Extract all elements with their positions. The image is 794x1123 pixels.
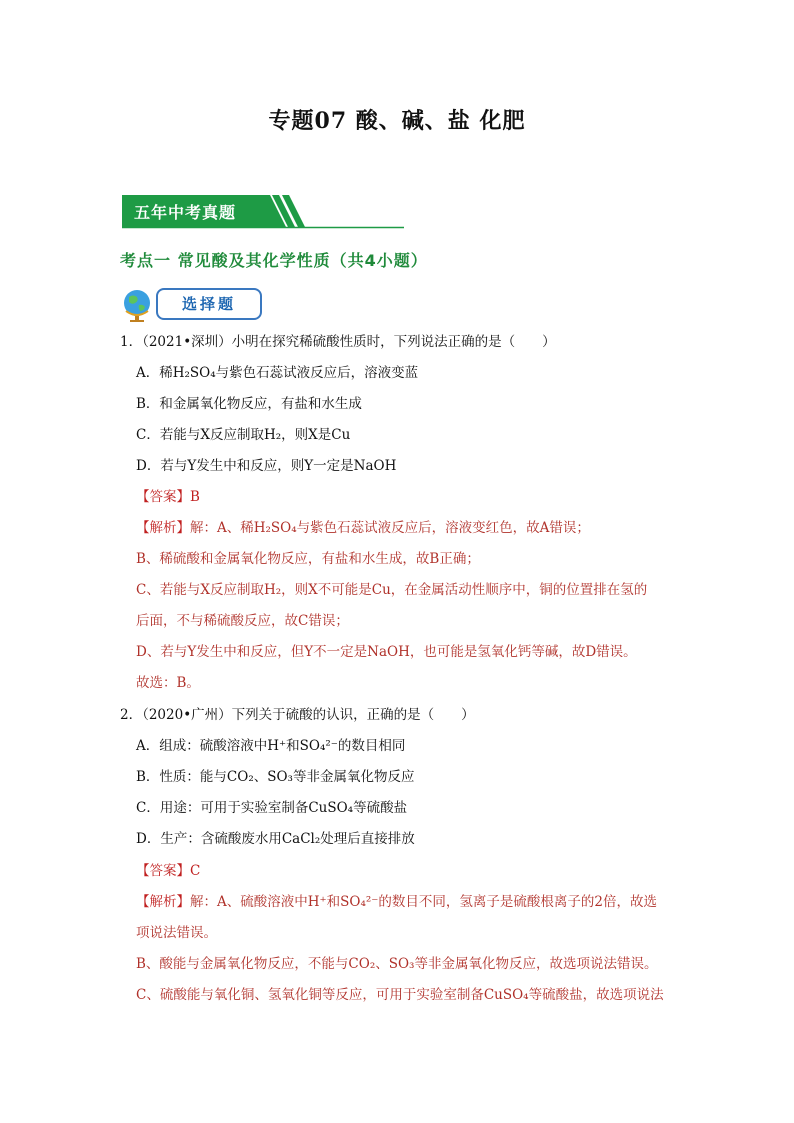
q1-answer-value: B	[190, 489, 200, 505]
q1-analysis-line: 故选：B。	[136, 675, 200, 691]
q1-analysis-text: 解：A、稀H₂SO₄与紫色石蕊试液反应后，溶液变红色，故A错误；	[190, 520, 590, 536]
section-heading: 考点一 常见酸及其化学性质（共4小题）	[120, 251, 428, 270]
section-banner	[122, 193, 404, 229]
globe-icon	[120, 287, 156, 323]
q2-analysis-line: C、硫酸能与氧化铜、氢氧化铜等反应，可用于实验室制备CuSO₄等硫酸盐，故选项说法	[136, 987, 664, 1003]
q1-analysis-first	[136, 518, 590, 538]
q1-option-d: D．若与Y发生中和反应，则Y一定是NaOH	[136, 458, 397, 474]
q1-analysis-line: 后面，不与稀硫酸反应，故C错误；	[136, 613, 349, 629]
q2-analysis-text: 解：A、硫酸溶液中H⁺和SO₄²⁻的数目不同，氢离子是硫酸根离子的2倍，故选	[190, 894, 658, 910]
question-type-badge: 选择题	[156, 288, 262, 320]
q1-option-a: A．稀H₂SO₄与紫色石蕊试液反应后，溶液变蓝	[136, 365, 419, 381]
q2-analysis-line: 项说法错误。	[136, 925, 217, 941]
q2-option-a: A．组成：硫酸溶液中H⁺和SO₄²⁻的数目相同	[136, 738, 406, 754]
q1-answer-tag: 【答案】	[136, 489, 190, 505]
page-title: 专题07 酸、碱、盐 化肥	[268, 108, 526, 134]
q1-analysis-line: B、稀硫酸和金属氧化物反应，有盐和水生成，故B正确；	[136, 551, 480, 567]
q2-option-d: D．生产：含硫酸废水用CaCl₂处理后直接排放	[136, 831, 415, 847]
q2-answer-value: C	[190, 863, 201, 879]
q1-option-c: C．若能与X反应制取H₂，则X是Cu	[136, 427, 351, 443]
q1-analysis-tag: 【解析】	[136, 520, 190, 536]
q2-option-b: B．性质：能与CO₂、SO₃等非金属氧化物反应	[136, 769, 415, 785]
q2-answer	[136, 861, 200, 881]
q2-stem: 2．（2020•广州）下列关于硫酸的认识，正确的是（ ）	[120, 707, 475, 723]
q1-answer	[136, 487, 200, 507]
q1-analysis-line: D、若与Y发生中和反应，但Y不一定是NaOH，也可能是氢氧化钙等碱，故D错误。	[136, 644, 637, 660]
q1-analysis-line: C、若能与X反应制取H₂，则X不可能是Cu，在金属活动性顺序中，铜的位置排在氢的	[136, 582, 648, 598]
q2-option-c: C．用途：可用于实验室制备CuSO₄等硫酸盐	[136, 800, 408, 816]
q2-analysis-line: B、酸能与金属氧化物反应，不能与CO₂、SO₃等非金属氧化物反应，故选项说法错误。	[136, 956, 658, 972]
q1-stem: 1．（2021•深圳）小明在探究稀硫酸性质时，下列说法正确的是（ ）	[120, 334, 556, 350]
q2-analysis-first	[136, 892, 657, 912]
q2-answer-tag: 【答案】	[136, 863, 190, 879]
q2-analysis-tag: 【解析】	[136, 894, 190, 910]
banner-label: 五年中考真题	[134, 203, 237, 222]
q1-option-b: B．和金属氧化物反应，有盐和水生成	[136, 396, 362, 412]
